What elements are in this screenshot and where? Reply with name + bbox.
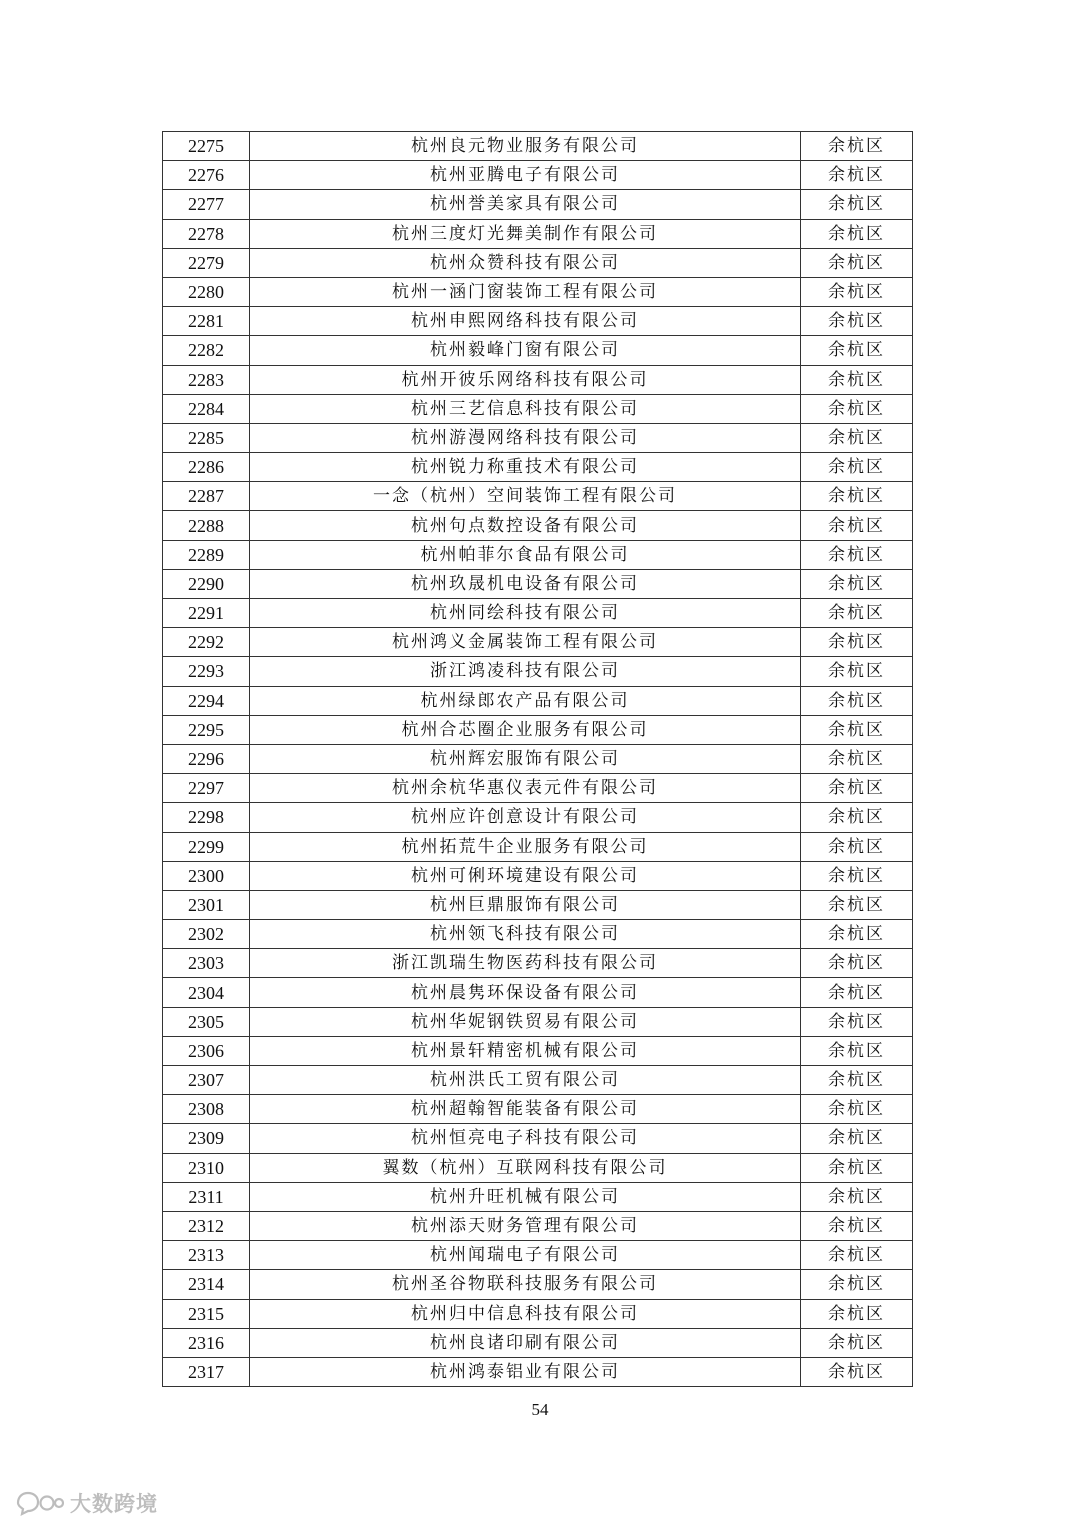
district-name: 余杭区 <box>801 1095 913 1124</box>
company-name: 杭州鸿义金属装饰工程有限公司 <box>250 628 801 657</box>
district-name: 余杭区 <box>801 774 913 803</box>
company-name: 杭州鸿泰铝业有限公司 <box>250 1357 801 1386</box>
row-number: 2303 <box>163 949 250 978</box>
district-name: 余杭区 <box>801 219 913 248</box>
district-name: 余杭区 <box>801 277 913 306</box>
table-row <box>163 920 913 949</box>
row-number: 2298 <box>163 803 250 832</box>
company-name: 杭州良元物业服务有限公司 <box>250 132 801 161</box>
table-row <box>163 248 913 277</box>
company-name: 杭州三艺信息科技有限公司 <box>250 394 801 423</box>
company-name: 杭州三度灯光舞美制作有限公司 <box>250 219 801 248</box>
district-name: 余杭区 <box>801 657 913 686</box>
watermark-text: 大数跨境 <box>70 1492 158 1516</box>
company-name: 杭州誉美家具有限公司 <box>250 190 801 219</box>
row-number: 2299 <box>163 832 250 861</box>
row-number: 2292 <box>163 628 250 657</box>
company-name: 杭州锐力称重技术有限公司 <box>250 453 801 482</box>
row-number: 2276 <box>163 161 250 190</box>
district-name: 余杭区 <box>801 1299 913 1328</box>
company-name: 杭州恒亮电子科技有限公司 <box>250 1124 801 1153</box>
row-number: 2296 <box>163 744 250 773</box>
table-row <box>163 453 913 482</box>
table-row <box>163 482 913 511</box>
table-row <box>163 394 913 423</box>
district-name: 余杭区 <box>801 920 913 949</box>
company-name: 杭州升旺机械有限公司 <box>250 1182 801 1211</box>
table-row <box>163 569 913 598</box>
row-number: 2294 <box>163 686 250 715</box>
district-name: 余杭区 <box>801 715 913 744</box>
table-row <box>163 161 913 190</box>
company-name: 杭州添天财务管理有限公司 <box>250 1211 801 1240</box>
chat-bubble-logo-icon <box>14 1490 64 1516</box>
row-number: 2297 <box>163 774 250 803</box>
district-name: 余杭区 <box>801 1007 913 1036</box>
table-row <box>163 511 913 540</box>
row-number: 2293 <box>163 657 250 686</box>
row-number: 2312 <box>163 1211 250 1240</box>
company-name: 杭州合芯圈企业服务有限公司 <box>250 715 801 744</box>
district-name: 余杭区 <box>801 1124 913 1153</box>
district-name: 余杭区 <box>801 569 913 598</box>
company-name: 杭州句点数控设备有限公司 <box>250 511 801 540</box>
company-name: 杭州圣谷物联科技服务有限公司 <box>250 1270 801 1299</box>
district-name: 余杭区 <box>801 890 913 919</box>
table-row <box>163 1211 913 1240</box>
company-name: 杭州余杭华惠仪表元件有限公司 <box>250 774 801 803</box>
district-name: 余杭区 <box>801 1153 913 1182</box>
row-number: 2314 <box>163 1270 250 1299</box>
table-row <box>163 599 913 628</box>
company-name: 杭州绿郎农产品有限公司 <box>250 686 801 715</box>
district-name: 余杭区 <box>801 949 913 978</box>
row-number: 2280 <box>163 277 250 306</box>
company-name: 杭州申熙网络科技有限公司 <box>250 307 801 336</box>
company-name: 浙江鸿凌科技有限公司 <box>250 657 801 686</box>
company-name: 杭州归中信息科技有限公司 <box>250 1299 801 1328</box>
table-row <box>163 657 913 686</box>
table-row <box>163 1241 913 1270</box>
table-row <box>163 1153 913 1182</box>
table-row <box>163 277 913 306</box>
company-list-table <box>162 131 913 1387</box>
district-name: 余杭区 <box>801 365 913 394</box>
company-name: 杭州晨隽环保设备有限公司 <box>250 978 801 1007</box>
row-number: 2289 <box>163 540 250 569</box>
table-row <box>163 1036 913 1065</box>
table-row <box>163 890 913 919</box>
table-row <box>163 190 913 219</box>
row-number: 2277 <box>163 190 250 219</box>
company-name: 杭州一涵门窗装饰工程有限公司 <box>250 277 801 306</box>
district-name: 余杭区 <box>801 540 913 569</box>
table-row <box>163 1328 913 1357</box>
district-name: 余杭区 <box>801 599 913 628</box>
company-name: 杭州应许创意设计有限公司 <box>250 803 801 832</box>
district-name: 余杭区 <box>801 482 913 511</box>
row-number: 2279 <box>163 248 250 277</box>
district-name: 余杭区 <box>801 861 913 890</box>
table-row <box>163 832 913 861</box>
table-row <box>163 540 913 569</box>
company-name: 杭州闻瑞电子有限公司 <box>250 1241 801 1270</box>
table-row <box>163 744 913 773</box>
district-name: 余杭区 <box>801 1328 913 1357</box>
company-name: 杭州辉宏服饰有限公司 <box>250 744 801 773</box>
table-row <box>163 336 913 365</box>
company-name: 杭州同绘科技有限公司 <box>250 599 801 628</box>
row-number: 2291 <box>163 599 250 628</box>
company-name: 杭州游漫网络科技有限公司 <box>250 423 801 452</box>
row-number: 2278 <box>163 219 250 248</box>
company-name: 杭州华妮钢铁贸易有限公司 <box>250 1007 801 1036</box>
company-name: 杭州景轩精密机械有限公司 <box>250 1036 801 1065</box>
row-number: 2283 <box>163 365 250 394</box>
district-name: 余杭区 <box>801 978 913 1007</box>
district-name: 余杭区 <box>801 686 913 715</box>
district-name: 余杭区 <box>801 161 913 190</box>
table-row <box>163 978 913 1007</box>
district-name: 余杭区 <box>801 511 913 540</box>
district-name: 余杭区 <box>801 803 913 832</box>
row-number: 2281 <box>163 307 250 336</box>
district-name: 余杭区 <box>801 744 913 773</box>
row-number: 2282 <box>163 336 250 365</box>
district-name: 余杭区 <box>801 248 913 277</box>
company-name: 杭州洪氏工贸有限公司 <box>250 1066 801 1095</box>
table-row <box>163 628 913 657</box>
company-name: 杭州巨鼎服饰有限公司 <box>250 890 801 919</box>
row-number: 2285 <box>163 423 250 452</box>
row-number: 2295 <box>163 715 250 744</box>
table-row <box>163 774 913 803</box>
row-number: 2286 <box>163 453 250 482</box>
company-name: 浙江凯瑞生物医药科技有限公司 <box>250 949 801 978</box>
row-number: 2313 <box>163 1241 250 1270</box>
row-number: 2310 <box>163 1153 250 1182</box>
table-row <box>163 1007 913 1036</box>
company-name: 杭州领飞科技有限公司 <box>250 920 801 949</box>
company-name: 杭州良诸印刷有限公司 <box>250 1328 801 1357</box>
row-number: 2317 <box>163 1357 250 1386</box>
district-name: 余杭区 <box>801 1357 913 1386</box>
watermark <box>14 1488 158 1518</box>
table-row <box>163 861 913 890</box>
row-number: 2305 <box>163 1007 250 1036</box>
district-name: 余杭区 <box>801 628 913 657</box>
district-name: 余杭区 <box>801 1066 913 1095</box>
table-row <box>163 423 913 452</box>
table-row <box>163 307 913 336</box>
table-row <box>163 1095 913 1124</box>
company-name: 杭州帕菲尔食品有限公司 <box>250 540 801 569</box>
table-row <box>163 949 913 978</box>
district-name: 余杭区 <box>801 1270 913 1299</box>
row-number: 2311 <box>163 1182 250 1211</box>
table-row <box>163 365 913 394</box>
company-name: 杭州拓荒牛企业服务有限公司 <box>250 832 801 861</box>
table-row <box>163 1270 913 1299</box>
district-name: 余杭区 <box>801 307 913 336</box>
table-row <box>163 686 913 715</box>
district-name: 余杭区 <box>801 832 913 861</box>
table-row <box>163 1357 913 1386</box>
district-name: 余杭区 <box>801 190 913 219</box>
row-number: 2308 <box>163 1095 250 1124</box>
company-name: 杭州玖晟机电设备有限公司 <box>250 569 801 598</box>
row-number: 2315 <box>163 1299 250 1328</box>
company-name: 杭州亚腾电子有限公司 <box>250 161 801 190</box>
table-row <box>163 132 913 161</box>
row-number: 2290 <box>163 569 250 598</box>
company-name: 杭州超翰智能装备有限公司 <box>250 1095 801 1124</box>
district-name: 余杭区 <box>801 1241 913 1270</box>
district-name: 余杭区 <box>801 1211 913 1240</box>
district-name: 余杭区 <box>801 1182 913 1211</box>
company-name: 一念（杭州）空间装饰工程有限公司 <box>250 482 801 511</box>
row-number: 2307 <box>163 1066 250 1095</box>
table-row <box>163 803 913 832</box>
company-name: 杭州可俐环境建设有限公司 <box>250 861 801 890</box>
table-row <box>163 1066 913 1095</box>
row-number: 2301 <box>163 890 250 919</box>
company-name: 杭州毅峰门窗有限公司 <box>250 336 801 365</box>
page-number: 54 <box>531 1400 549 1419</box>
row-number: 2287 <box>163 482 250 511</box>
table-row <box>163 1124 913 1153</box>
company-name: 翼数（杭州）互联网科技有限公司 <box>250 1153 801 1182</box>
table-row <box>163 715 913 744</box>
company-name: 杭州开彼乐网络科技有限公司 <box>250 365 801 394</box>
row-number: 2302 <box>163 920 250 949</box>
row-number: 2306 <box>163 1036 250 1065</box>
row-number: 2300 <box>163 861 250 890</box>
district-name: 余杭区 <box>801 423 913 452</box>
table-row <box>163 1182 913 1211</box>
row-number: 2304 <box>163 978 250 1007</box>
row-number: 2284 <box>163 394 250 423</box>
row-number: 2275 <box>163 132 250 161</box>
company-name: 杭州众赞科技有限公司 <box>250 248 801 277</box>
row-number: 2309 <box>163 1124 250 1153</box>
row-number: 2316 <box>163 1328 250 1357</box>
table-row <box>163 1299 913 1328</box>
district-name: 余杭区 <box>801 336 913 365</box>
district-name: 余杭区 <box>801 132 913 161</box>
district-name: 余杭区 <box>801 453 913 482</box>
company-list-body <box>163 132 913 1387</box>
row-number: 2288 <box>163 511 250 540</box>
district-name: 余杭区 <box>801 394 913 423</box>
table-row <box>163 219 913 248</box>
district-name: 余杭区 <box>801 1036 913 1065</box>
